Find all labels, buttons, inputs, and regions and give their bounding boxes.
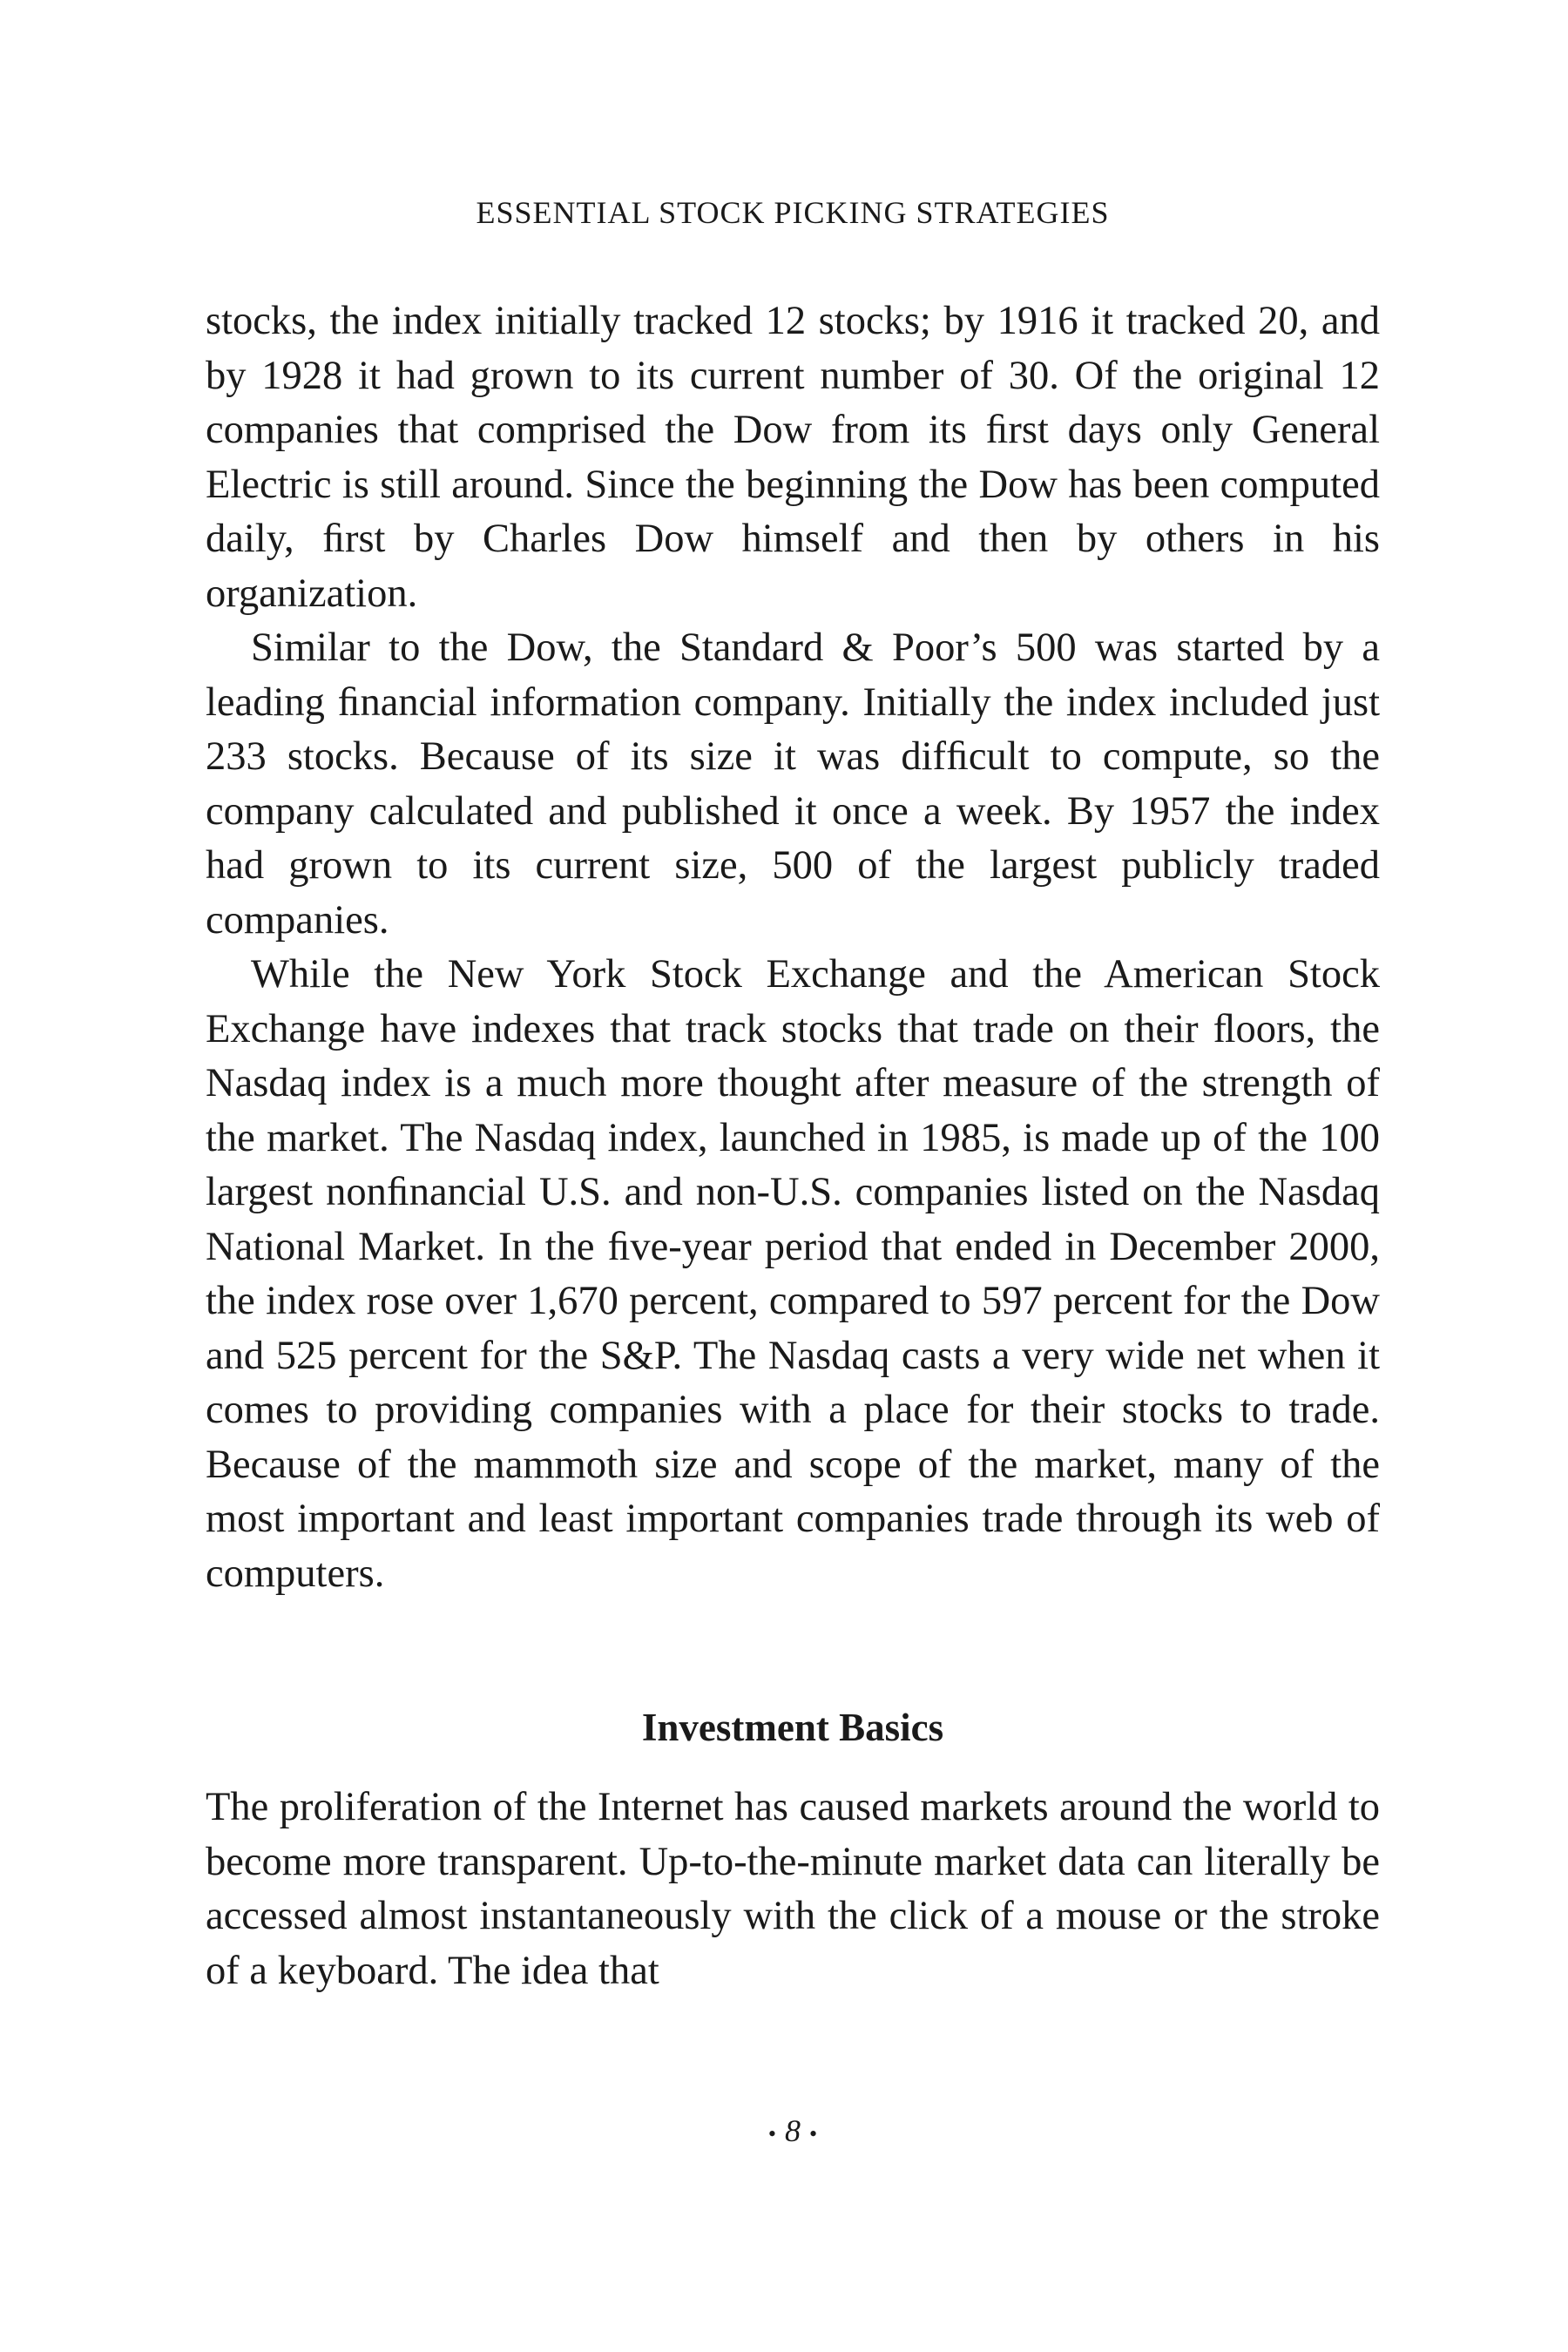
running-header: ESSENTIAL STOCK PICKING STRATEGIES xyxy=(476,195,1110,230)
body-text xyxy=(206,294,1380,1998)
book-page xyxy=(206,0,1380,2352)
folio-bullet-right: • xyxy=(809,2121,818,2146)
paragraph-dow-history: stocks, the index initially tracked 12 stocks; by 1916 it tracked 20, and by 1928 it had grown to its current number of 30. Of the original 12 companies that comprised the Dow from its ﬁrst days only General Electric is still around. Since the beginning the Dow has been computed daily, ﬁrst by Charles Dow himself and then by others in his organization. xyxy=(206,299,1380,616)
section-heading: Investment Basics xyxy=(641,1706,944,1749)
page-number xyxy=(206,2110,1380,2155)
page-number-value: 8 xyxy=(785,2113,801,2148)
folio-bullet-left: • xyxy=(767,2121,776,2146)
paragraph-investment-basics: The proliferation of the Internet has caused markets around the world to become more transparent. Up-to-the-minute market data can literally be accessed almost instantaneously with the click of a mouse or the stroke of a keyboard. The idea that xyxy=(206,1785,1380,1993)
paragraph-sp500: Similar to the Dow, the Standard & Poor’s 500 was started by a leading ﬁnancial information company. Initially the index included just 233 stocks. Because of its size it was difﬁcult to compute, so the company calculated and published it once a week. By 1957 the index had grown to its current size, 500 of the largest publicly traded companies. xyxy=(206,625,1380,943)
paragraph-nasdaq: While the New York Stock Exchange and the American Stock Exchange have indexes that track stocks that trade on their ﬂoors, the Nasdaq index is a much more thought after measure of the strength of the market. The Nasdaq index, launched in 1985, is made up of the 100 largest nonﬁnancial U.S. and non-U.S. companies listed on the Nasdaq National Market. In the ﬁve-year period that ended in December 2000, the index rose over 1,670 percent, compared to 597 percent for the Dow and 525 percent for the S&P. The Nasdaq casts a very wide net when it comes to providing companies with a place for their stocks to trade. Because of the mammoth size and scope of the market, many of the most important and least important companies trade through its web of computers. xyxy=(206,952,1380,1596)
